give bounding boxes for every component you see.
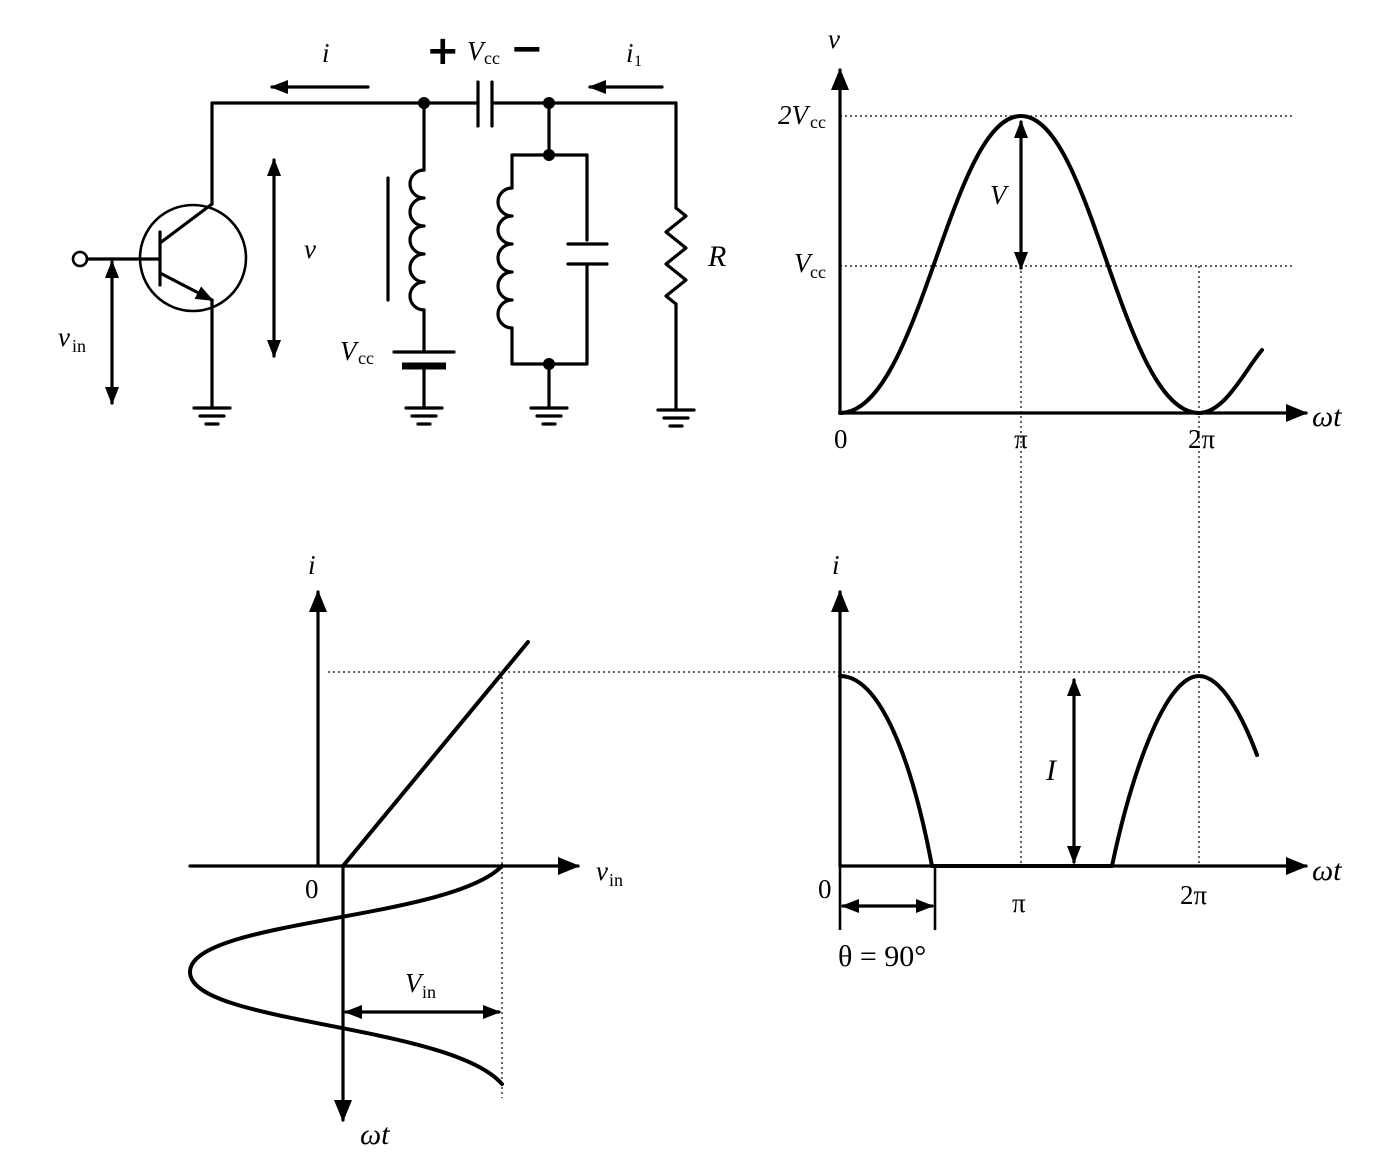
tank-inductor-icon — [498, 188, 512, 328]
transfer-i-axis-label: i — [308, 550, 316, 580]
tank-capacitor-icon — [568, 244, 607, 264]
voltage-x-tick-0: 0 — [834, 424, 848, 454]
current-amplitude-label: I — [1046, 754, 1056, 787]
supply-label: V — [340, 336, 357, 366]
battery-icon — [394, 352, 454, 366]
current-x-tick-pi: π — [1012, 888, 1026, 918]
input-voltage-label: v — [58, 322, 70, 352]
transfer-characteristic-line — [343, 642, 528, 866]
conduction-angle-label: θ = 90° — [838, 940, 927, 973]
load-resistor-icon — [666, 208, 686, 304]
transfer-time-axis-label: ωt — [360, 1118, 390, 1151]
output-voltage-label: v — [304, 234, 316, 264]
current-y-axis-label: i — [832, 550, 840, 580]
circuit-schematic — [58, 26, 726, 426]
ground-icon — [194, 408, 230, 424]
transfer-origin-label: 0 — [305, 874, 319, 904]
coupling-capacitor-icon — [478, 82, 492, 126]
voltage-waveform-plot — [778, 24, 1342, 866]
level-vcc-label: V — [794, 248, 811, 278]
voltage-waveform-curve — [840, 116, 1262, 413]
level-vcc-subscript: cc — [810, 262, 826, 282]
voltage-x-axis-label: ωt — [1312, 400, 1342, 433]
transfer-vin-axis-label: v — [596, 856, 608, 886]
vcc-cap-label: V — [467, 36, 484, 66]
vcc-minus-sign: − — [510, 26, 544, 72]
current-waveform-plot — [818, 550, 1342, 973]
ground-icon — [531, 408, 567, 424]
vcc-plus-sign: + — [426, 28, 460, 74]
transfer-characteristic-plot — [190, 550, 1200, 1151]
current-x-axis-label: ωt — [1312, 854, 1342, 887]
voltage-x-tick-pi: π — [1014, 424, 1028, 454]
input-voltage-subscript: in — [72, 336, 87, 356]
vin-amplitude-label: V — [405, 968, 422, 998]
current-i1-subscript: 1 — [634, 53, 642, 70]
rf-choke-inductor-icon — [410, 170, 424, 310]
voltage-x-tick-2pi: 2π — [1188, 424, 1216, 454]
input-drive-waveform — [190, 866, 502, 1084]
collector-wire — [212, 103, 424, 204]
transfer-vin-axis-subscript: in — [609, 870, 624, 890]
voltage-y-axis-label: v — [828, 24, 840, 54]
input-terminal — [73, 252, 87, 266]
level-2vcc-subscript: cc — [810, 112, 826, 132]
current-x-tick-0: 0 — [818, 874, 832, 904]
ground-icon — [658, 410, 694, 426]
supply-subscript: cc — [358, 348, 374, 368]
level-2vcc-label: 2V — [778, 100, 808, 130]
current-i1-label: i — [626, 38, 634, 68]
vin-amplitude-subscript: in — [422, 982, 437, 1002]
ground-icon — [406, 408, 442, 424]
vcc-cap-subscript: cc — [484, 48, 500, 68]
current-x-tick-2pi: 2π — [1180, 880, 1208, 910]
voltage-amplitude-label: V — [990, 180, 1007, 210]
load-label: R — [708, 240, 727, 273]
current-i-label: i — [322, 38, 330, 68]
